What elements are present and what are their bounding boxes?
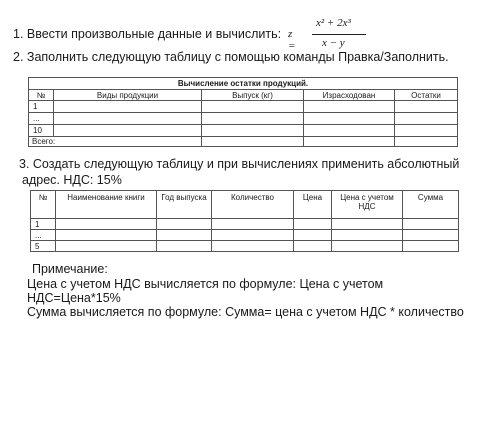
column-header: Сумма	[403, 191, 459, 219]
table-caption: Вычисление остатки продукций.	[29, 78, 458, 90]
formula-lhs: z =	[288, 28, 296, 52]
table-cell	[56, 219, 157, 230]
table-cell	[212, 219, 294, 230]
table-cell: 10	[29, 125, 54, 137]
table-row	[31, 241, 459, 252]
table-cell	[395, 113, 458, 125]
table-cell	[202, 137, 304, 147]
table-cell	[56, 230, 157, 241]
column-header: Цена с учетом НДС	[332, 191, 403, 219]
note-line-3: Сумма вычисляется по формуле: Сумма= цена с учетом НДС * количество	[27, 305, 464, 319]
table-cell	[54, 113, 202, 125]
table-cell	[54, 125, 202, 137]
table-cell	[294, 219, 332, 230]
column-header: Выпуск (кг)	[202, 90, 304, 101]
task-3-line-1: 3. Создать следующую таблицу и при вычислениях применить абсолютный	[19, 157, 460, 171]
column-header: Виды продукции	[54, 90, 202, 101]
table-cell	[294, 241, 332, 252]
column-header: Израсходован	[304, 90, 395, 101]
note-title: Примечание:	[32, 262, 108, 276]
task-1-text: 1. Ввести произвольные данные и вычислить:	[13, 27, 282, 41]
table-cell	[395, 137, 458, 147]
table-cell	[403, 219, 459, 230]
table-cell	[332, 241, 403, 252]
column-header: №	[29, 90, 54, 101]
table-cell: ...	[31, 230, 56, 241]
column-header: Наименование книги	[56, 191, 157, 219]
table-cell	[157, 219, 212, 230]
table-cell: 5	[31, 241, 56, 252]
task-3-line-2: адрес. НДС: 15%	[22, 173, 122, 187]
table-cell	[157, 241, 212, 252]
table-cell	[332, 230, 403, 241]
table-row	[31, 230, 459, 241]
table-cell	[56, 241, 157, 252]
table-cell: 1	[31, 219, 56, 230]
table-cell	[202, 125, 304, 137]
table-cell	[403, 241, 459, 252]
table-cell	[395, 101, 458, 113]
table-cell	[304, 137, 395, 147]
formula-numerator: x² + 2x³	[316, 17, 351, 29]
column-header: Год выпуска	[157, 191, 212, 219]
table-cell	[294, 230, 332, 241]
table-cell	[403, 230, 459, 241]
table-cell	[304, 125, 395, 137]
table-cell	[304, 101, 395, 113]
table-cell	[202, 101, 304, 113]
table-cell	[202, 113, 304, 125]
fraction-bar	[312, 34, 366, 35]
note-line-1: Цена с учетом НДС вычисляется по формуле: Цена с учетом	[27, 277, 384, 291]
column-header: Количество	[212, 191, 294, 219]
column-header: №	[31, 191, 56, 219]
table-cell: 1	[29, 101, 54, 113]
column-header: Остатки	[395, 90, 458, 101]
note-line-2: НДС=Цена*15%	[27, 291, 121, 305]
total-label: Всего:	[29, 137, 202, 147]
production-table	[28, 77, 458, 147]
formula-denominator: x − y	[322, 37, 345, 49]
table-cell	[157, 230, 212, 241]
column-header: Цена	[294, 191, 332, 219]
table-cell	[304, 113, 395, 125]
total-row	[29, 137, 458, 147]
table-row	[29, 113, 458, 125]
table-cell: ...	[29, 113, 54, 125]
table-row	[31, 219, 459, 230]
table-cell	[332, 219, 403, 230]
table-cell	[212, 230, 294, 241]
table-row	[29, 101, 458, 113]
table-cell	[395, 125, 458, 137]
table-row	[29, 125, 458, 137]
table-cell	[54, 101, 202, 113]
task-2-text: 2. Заполнить следующую таблицу с помощью команды Правка/Заполнить.	[13, 50, 449, 64]
books-table	[30, 190, 459, 252]
table-cell	[212, 241, 294, 252]
